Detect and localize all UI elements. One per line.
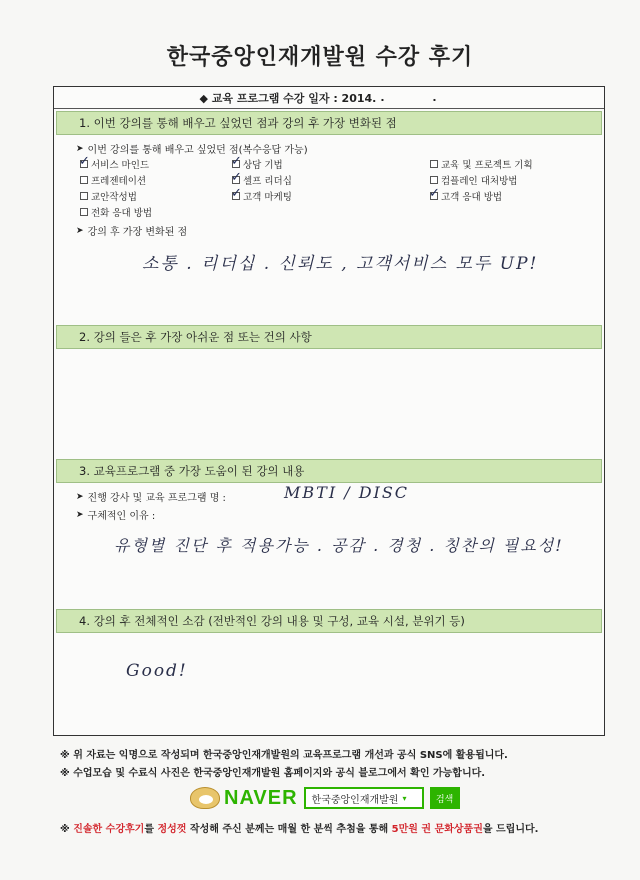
date-row bbox=[54, 87, 604, 109]
checkbox[interactable] bbox=[231, 154, 242, 169]
option-service-mind[interactable]: ✓ 서비스 마인드 bbox=[79, 154, 150, 171]
check-mark-icon: ✓ bbox=[231, 186, 242, 201]
option-lesson-plan[interactable]: 교안작성법 bbox=[80, 189, 137, 203]
note-anonymous: ※ 위 자료는 익명으로 작성되며 한국중앙인재개발원의 교육프로그램 개선과 공식 SNS에 활용됩니다. bbox=[60, 750, 508, 761]
check-mark-icon: ✓ bbox=[429, 186, 440, 201]
option-marketing[interactable]: ✓ 고객 마케팅 bbox=[231, 186, 292, 203]
checkbox[interactable] bbox=[231, 186, 242, 201]
naver-search-input[interactable]: 한국중앙인재개발원 ▾ bbox=[304, 787, 424, 809]
checkbox[interactable] bbox=[79, 154, 90, 169]
instructor-row: ➤ 진행 강사 및 교육 프로그램 명 : bbox=[76, 491, 226, 504]
check-mark-icon: ✓ bbox=[231, 154, 242, 169]
arrow-icon: ➤ bbox=[76, 143, 84, 154]
answer-instructor[interactable]: MBTI / DISC bbox=[284, 483, 410, 502]
reason-row: ➤ 구체적인 이유 : bbox=[76, 509, 156, 522]
naver-search-banner bbox=[190, 786, 460, 810]
section-1-sub-want: ➤ 이번 강의를 통해 배우고 싶었던 점(복수응답 가능) bbox=[76, 143, 308, 156]
answer-reason[interactable]: 유형별 진단 후 적용가능 . 공감 . 경청 . 칭찬의 필요성! bbox=[114, 536, 564, 555]
checkbox[interactable] bbox=[80, 176, 88, 184]
date-label: ◆ 교육 프로그램 수강 일자 : 2014. bbox=[199, 91, 377, 105]
check-mark-icon: ✓ bbox=[231, 170, 242, 185]
checkbox[interactable] bbox=[430, 176, 438, 184]
note-photos: ※ 수업모습 및 수료식 사진은 한국중앙인재개발원 홈페이지와 공식 블로그에서 확인 가능합니다. bbox=[60, 768, 486, 779]
bottom-note: ※ 진솔한 수강후기를 정성껏 작성해 주신 분께는 매월 한 분씩 추첨을 통해 5만원 권 문화상품권을 드립니다. bbox=[60, 824, 539, 835]
option-presentation[interactable]: 프레젠테이션 bbox=[80, 173, 146, 187]
answer-suggestion-area[interactable] bbox=[56, 351, 602, 459]
option-self-leadership[interactable]: ✓ 셀프 리더십 bbox=[231, 170, 292, 187]
checkbox[interactable] bbox=[80, 192, 88, 200]
helmet-icon bbox=[190, 787, 220, 809]
option-planning[interactable]: 교육 및 프로젝트 기획 bbox=[430, 157, 533, 171]
answer-overall[interactable]: Good! bbox=[126, 661, 188, 681]
naver-logo: NAVER bbox=[190, 787, 298, 810]
page-title: 한국중앙인재개발원 수강 후기 bbox=[166, 45, 474, 70]
option-phone[interactable]: 전화 응대 방법 bbox=[80, 205, 152, 219]
arrow-icon: ➤ bbox=[76, 491, 84, 502]
option-customer-response[interactable]: ✓ 고객 응대 방법 bbox=[429, 186, 503, 203]
answer-changed[interactable]: 소통 . 리더십 . 신뢰도 , 고객서비스 모두 UP! bbox=[142, 254, 539, 274]
checkbox[interactable] bbox=[429, 186, 440, 201]
section-1-sub-changed: ➤ 강의 후 가장 변화된 점 bbox=[76, 225, 188, 238]
checkbox[interactable] bbox=[231, 170, 242, 185]
check-mark-icon: ✓ bbox=[79, 154, 90, 169]
arrow-icon: ➤ bbox=[76, 509, 84, 520]
naver-search-button[interactable]: 검색 bbox=[430, 787, 460, 809]
section-2-header: 2. 강의 들은 후 가장 아쉬운 점 또는 건의 사항 bbox=[56, 325, 602, 349]
section-1-header: 1. 이번 강의를 통해 배우고 싶었던 점과 강의 후 가장 변화된 점 bbox=[56, 111, 602, 135]
checkbox[interactable] bbox=[80, 208, 88, 216]
arrow-icon: ➤ bbox=[76, 225, 84, 236]
form-frame bbox=[53, 86, 605, 736]
dropdown-icon: ▾ bbox=[402, 793, 407, 803]
option-complaint[interactable]: 컴플레인 대처방법 bbox=[430, 173, 517, 187]
checkbox[interactable] bbox=[430, 160, 438, 168]
date-dots: . . bbox=[380, 91, 459, 104]
option-consult[interactable]: ✓ 상담 기법 bbox=[231, 154, 283, 171]
section-3-header: 3. 교육프로그램 중 가장 도움이 된 강의 내용 bbox=[56, 459, 602, 483]
section-4-header: 4. 강의 후 전체적인 소감 (전반적인 강의 내용 및 구성, 교육 시설, 분위기 등) bbox=[56, 609, 602, 633]
